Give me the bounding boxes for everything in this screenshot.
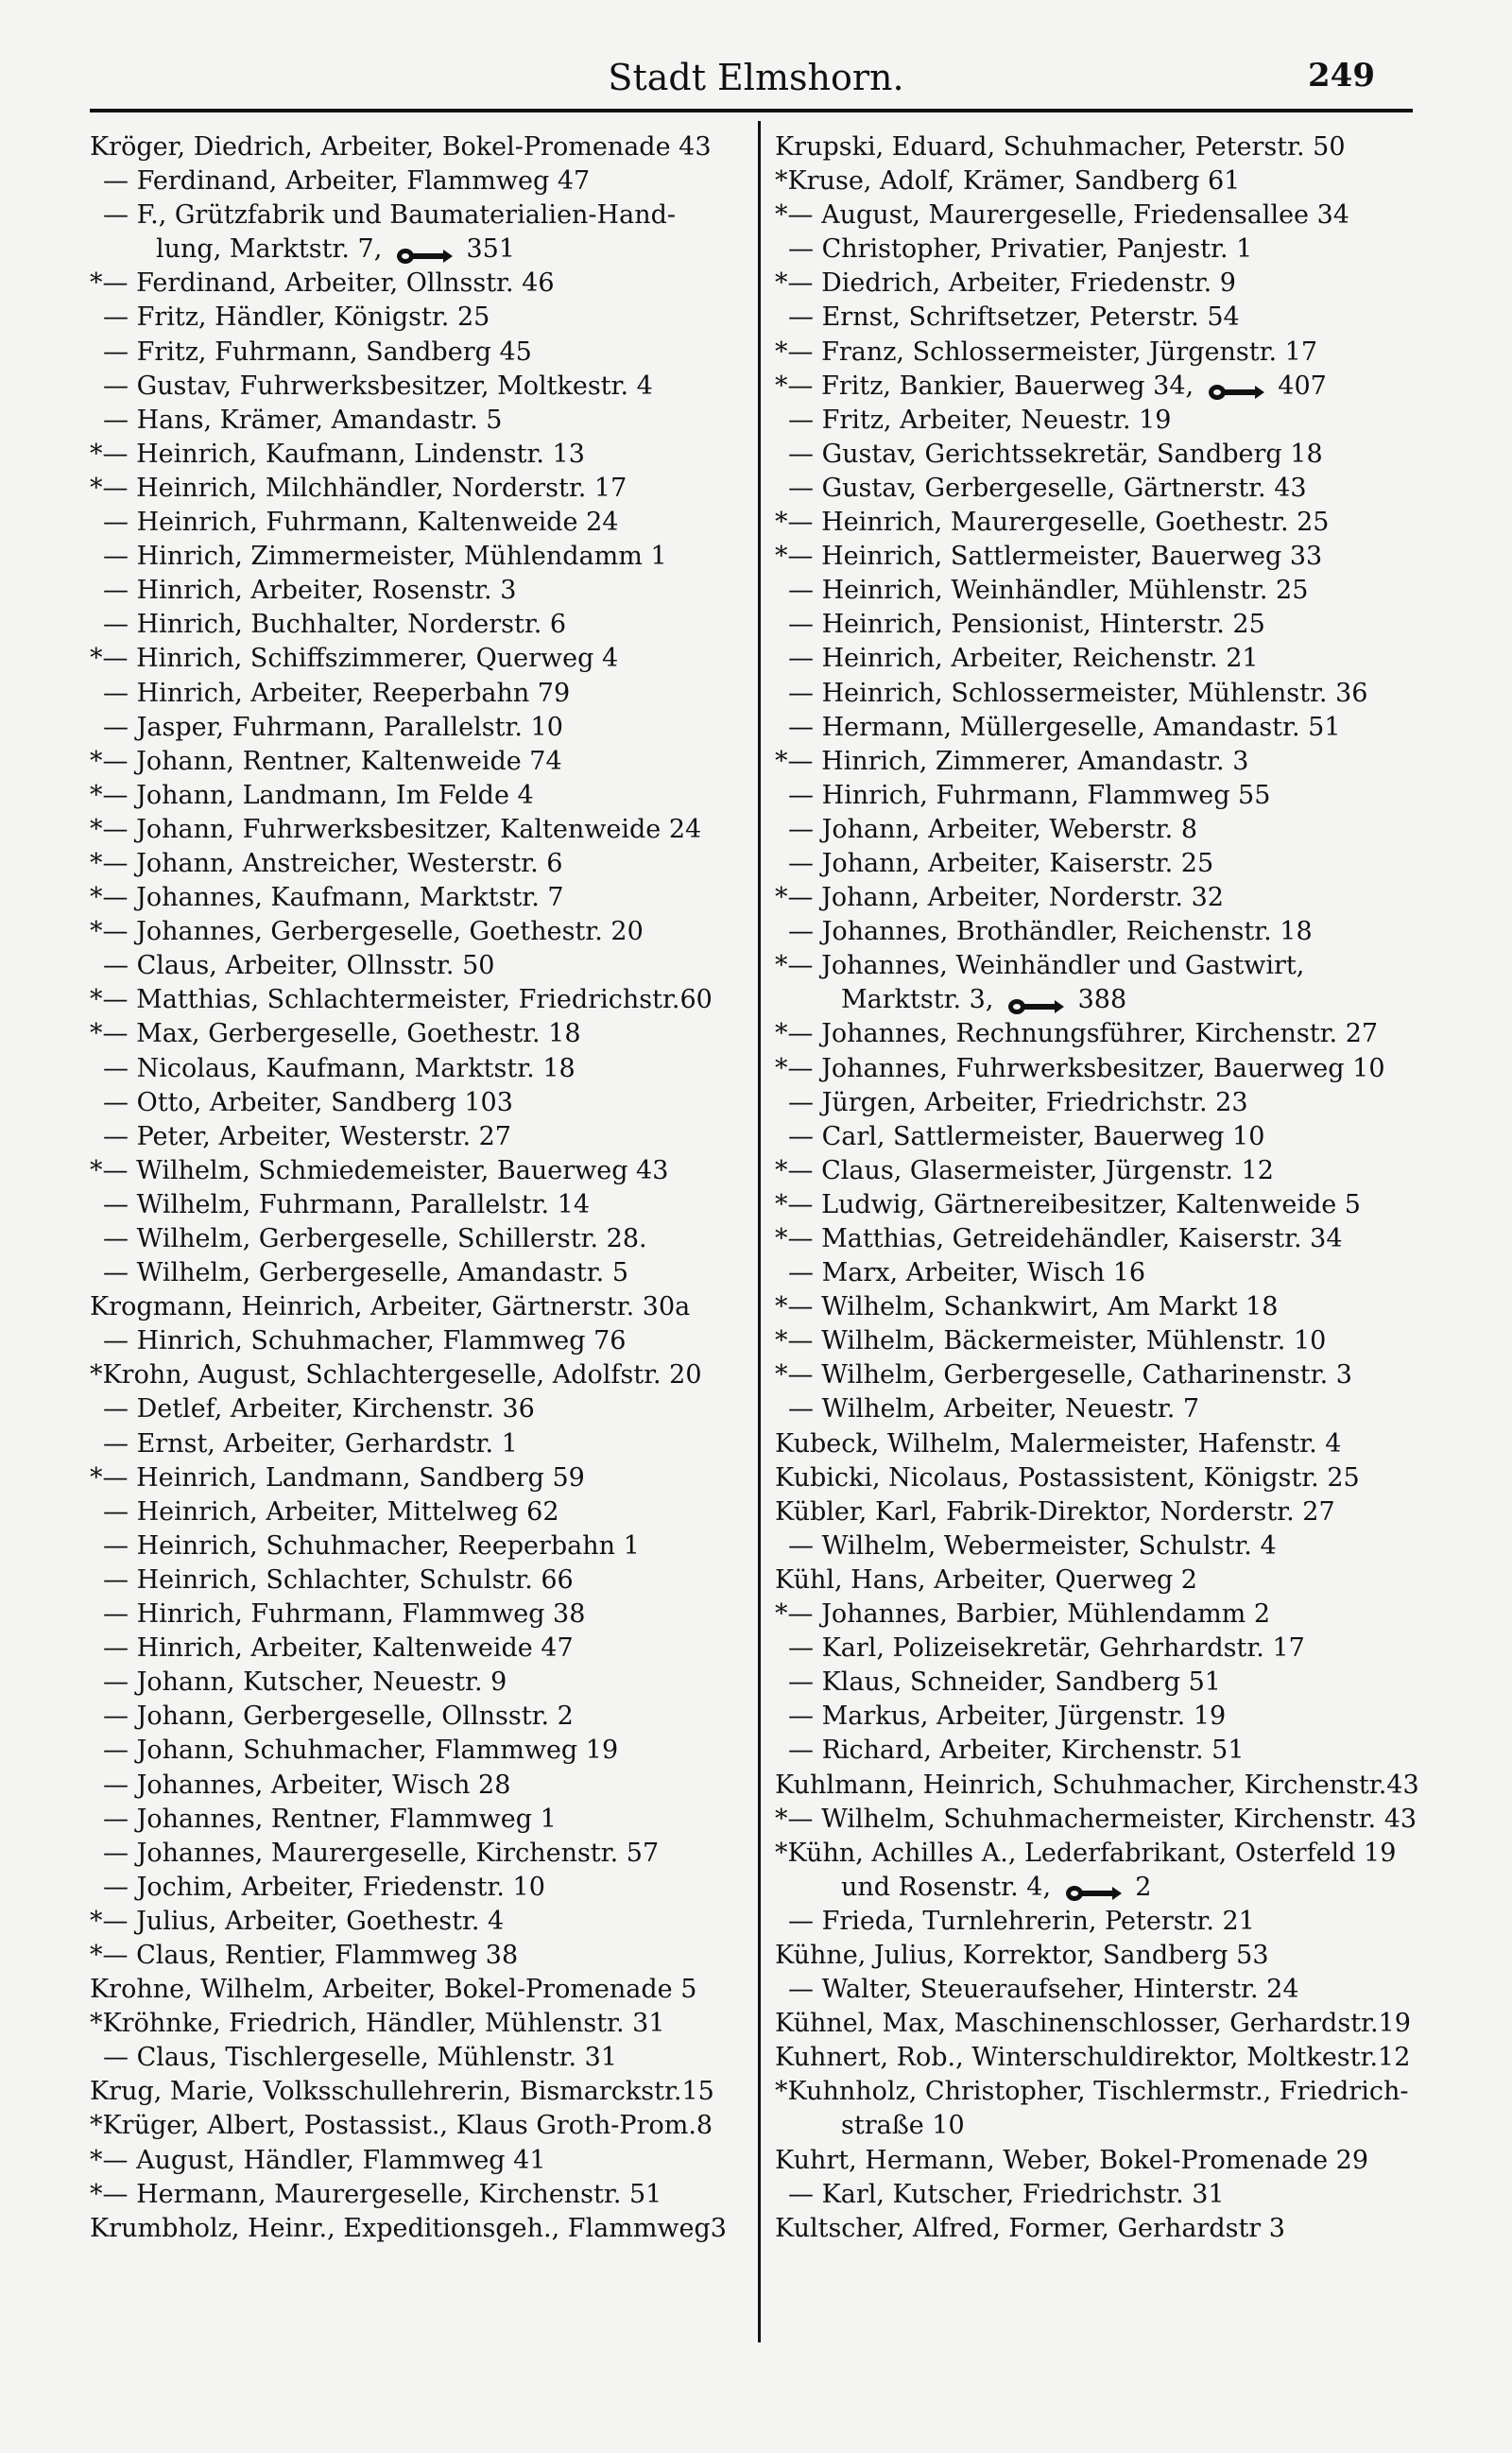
directory-entry: — Johann, Arbeiter, Weberstr. 8 [788, 814, 1198, 844]
directory-entry: und Rosenstr. 4, 2 [841, 1872, 1152, 1902]
directory-entry: *— Johann, Anstreicher, Westerstr. 6 [90, 848, 563, 878]
directory-entry: — Jürgen, Arbeiter, Friedrichstr. 23 [788, 1087, 1248, 1117]
directory-entry: — Hinrich, Fuhrmann, Flammweg 55 [788, 780, 1271, 810]
directory-entry: — Heinrich, Schlachter, Schulstr. 66 [103, 1564, 574, 1595]
directory-entry: — Christopher, Privatier, Panjestr. 1 [788, 234, 1253, 265]
directory-entry: Kultscher, Alfred, Former, Gerhardstr 3 [775, 2213, 1285, 2243]
directory-entry: — Johann, Arbeiter, Kaiserstr. 25 [788, 848, 1214, 878]
directory-entry: *— Wilhelm, Schankwirt, Am Markt 18 [775, 1292, 1279, 1322]
directory-entry: *— Claus, Glasermeister, Jürgenstr. 12 [775, 1155, 1274, 1185]
directory-entry: *— Heinrich, Landmann, Sandberg 59 [90, 1462, 585, 1493]
column-divider [758, 121, 761, 2342]
directory-entry: *— Wilhelm, Gerbergeselle, Catharinenstr. 3 [775, 1360, 1352, 1391]
directory-entry: *— Johannes, Barbier, Mühlendamm 2 [775, 1599, 1271, 1630]
directory-entry: — Markus, Arbeiter, Jürgenstr. 19 [788, 1702, 1227, 1732]
directory-entry: *— Heinrich, Maurergeselle, Goethestr. 25 [775, 508, 1330, 538]
directory-entry: *— Franz, Schlossermeister, Jürgenstr. 17 [775, 337, 1318, 367]
directory-entry: *— Ludwig, Gärtnereibesitzer, Kaltenweide 5 [775, 1189, 1361, 1219]
directory-entry: — Carl, Sattlermeister, Bauerweg 10 [788, 1121, 1265, 1151]
directory-entry: — Hinrich, Schuhmacher, Flammweg 76 [103, 1326, 627, 1356]
directory-entry: Krug, Marie, Volksschullehrerin, Bismarckstr.15 [90, 2077, 714, 2107]
telephone-key-icon [1208, 377, 1264, 396]
directory-entry: *— Johann, Rentner, Kaltenweide 74 [90, 746, 562, 776]
directory-entry: *Kröhnke, Friedrich, Händler, Mühlenstr. 31 [90, 2009, 665, 2039]
directory-entry: — Claus, Tischlergeselle, Mühlenstr. 31 [103, 2043, 618, 2073]
directory-entry: — Hinrich, Arbeiter, Reeperbahn 79 [103, 678, 571, 708]
directory-entry: — Heinrich, Pensionist, Hinterstr. 25 [788, 610, 1265, 640]
directory-entry: *— August, Händler, Flammweg 41 [90, 2145, 546, 2175]
directory-entry: *— Wilhelm, Bäckermeister, Mühlenstr. 10 [775, 1326, 1327, 1356]
directory-entry: — Hans, Krämer, Amandastr. 5 [103, 405, 503, 435]
directory-entry: *— Matthias, Getreidehändler, Kaiserstr. 34 [775, 1224, 1343, 1253]
telephone-key-icon [1065, 1878, 1122, 1897]
directory-entry: *— Johannes, Gerbergeselle, Goethestr. 20 [90, 917, 644, 947]
directory-entry: Kübler, Karl, Fabrik-Direktor, Norderstr. 27 [775, 1496, 1335, 1527]
directory-entry: — Marx, Arbeiter, Wisch 16 [788, 1258, 1146, 1288]
directory-entry: *— Heinrich, Kaufmann, Lindenstr. 13 [90, 439, 585, 469]
directory-entry: — Gustav, Fuhrwerksbesitzer, Moltkestr. 4 [103, 371, 653, 401]
right-column [775, 130, 1436, 2246]
directory-entry: Kröger, Diedrich, Arbeiter, Bokel-Promenade 43 [90, 132, 712, 162]
directory-entry: Kuhrt, Hermann, Weber, Bokel-Promenade 29 [775, 2145, 1369, 2175]
directory-entry: — Fritz, Fuhrmann, Sandberg 45 [103, 337, 532, 367]
directory-entry: *— Wilhelm, Schuhmachermeister, Kirchenstr. 43 [775, 1804, 1418, 1834]
directory-entry: *Kühn, Achilles A., Lederfabrikant, Osterfeld 19 [775, 1838, 1397, 1868]
directory-entry: — Ferdinand, Arbeiter, Flammweg 47 [103, 166, 591, 197]
directory-entry: *— Diedrich, Arbeiter, Friedenstr. 9 [775, 268, 1236, 299]
directory-entry: Krupski, Eduard, Schuhmacher, Peterstr. 50 [775, 132, 1346, 162]
directory-entry: *— Johannes, Rechnungsführer, Kirchenstr. 27 [775, 1019, 1379, 1049]
directory-entry: *— Johannes, Kaufmann, Marktstr. 7 [90, 883, 564, 913]
directory-entry: *— Johannes, Fuhrwerksbesitzer, Bauerweg 10 [775, 1053, 1385, 1083]
header-rule [90, 109, 1413, 112]
directory-entry: — Wilhelm, Fuhrmann, Parallelstr. 14 [103, 1189, 591, 1219]
directory-entry: — Otto, Arbeiter, Sandberg 103 [103, 1087, 513, 1117]
directory-entry: *— Hinrich, Schiffszimmerer, Querweg 4 [90, 644, 619, 674]
directory-entry: *— Matthias, Schlachtermeister, Friedrichstr.60 [90, 985, 713, 1015]
directory-entry: Krohne, Wilhelm, Arbeiter, Bokel-Promenade 5 [90, 1975, 697, 2005]
directory-entry: *— Johannes, Weinhändler und Gastwirt, [775, 951, 1305, 981]
directory-entry: — Richard, Arbeiter, Kirchenstr. 51 [788, 1736, 1245, 1766]
directory-entry: *— Wilhelm, Schmiedemeister, Bauerweg 43 [90, 1155, 669, 1185]
directory-entry: — Wilhelm, Gerbergeselle, Amandastr. 5 [103, 1258, 628, 1288]
directory-entry: Kühne, Julius, Korrektor, Sandberg 53 [775, 1940, 1269, 1970]
directory-entry: — Ernst, Schriftsetzer, Peterstr. 54 [788, 302, 1240, 333]
directory-entry: — Karl, Polizeisekretär, Gehrhardstr. 17 [788, 1633, 1305, 1664]
directory-entry: — Wilhelm, Gerbergeselle, Schillerstr. 28. [103, 1224, 647, 1253]
directory-entry: — Johannes, Maurergeselle, Kirchenstr. 57 [103, 1838, 660, 1868]
directory-entry: — Hinrich, Fuhrmann, Flammweg 38 [103, 1599, 586, 1630]
directory-entry: *— Hermann, Maurergeselle, Kirchenstr. 51 [90, 2179, 662, 2209]
directory-entry: — Gustav, Gerichtssekretär, Sandberg 18 [788, 439, 1323, 469]
directory-entry: — Peter, Arbeiter, Westerstr. 27 [103, 1121, 511, 1151]
directory-entry: — Wilhelm, Webermeister, Schulstr. 4 [788, 1530, 1277, 1561]
directory-entry: *Kruse, Adolf, Krämer, Sandberg 61 [775, 166, 1241, 197]
directory-entry: — Jasper, Fuhrmann, Parallelstr. 10 [103, 712, 563, 742]
directory-entry: *— Heinrich, Sattlermeister, Bauerweg 33 [775, 542, 1323, 572]
directory-entry: *— Claus, Rentier, Flammweg 38 [90, 1940, 519, 1970]
directory-entry: *Krüger, Albert, Postassist., Klaus Groth-Prom.8 [90, 2111, 713, 2141]
directory-entry: Kubeck, Wilhelm, Malermeister, Hafenstr. 4 [775, 1428, 1342, 1459]
directory-entry: *Krohn, August, Schlachtergeselle, Adolfstr. 20 [90, 1360, 702, 1391]
directory-entry: — Fritz, Arbeiter, Neuestr. 19 [788, 405, 1172, 435]
directory-entry: — Claus, Arbeiter, Ollnsstr. 50 [103, 951, 495, 981]
directory-entry: — Gustav, Gerbergeselle, Gärtnerstr. 43 [788, 473, 1307, 503]
telephone-key-icon [396, 241, 453, 260]
directory-entry: Kühnel, Max, Maschinenschlosser, Gerhardstr.19 [775, 2009, 1411, 2039]
directory-entry: — Detlef, Arbeiter, Kirchenstr. 36 [103, 1394, 535, 1425]
directory-entry: *— Julius, Arbeiter, Goethestr. 4 [90, 1906, 505, 1936]
left-column [90, 130, 751, 2246]
directory-entry: — Walter, Steueraufseher, Hinterstr. 24 [788, 1975, 1299, 2005]
directory-entry: *Kuhnholz, Christopher, Tischlermstr., Friedrich- [775, 2077, 1409, 2107]
directory-entry: — Johann, Gerbergeselle, Ollnsstr. 2 [103, 1702, 574, 1732]
page-title: Stadt Elmshorn. [608, 57, 904, 98]
directory-entry: straße 10 [841, 2111, 965, 2141]
directory-entry: *— Max, Gerbergeselle, Goethestr. 18 [90, 1019, 581, 1049]
directory-entry: Krumbholz, Heinr., Expeditionsgeh., Flammweg3 [90, 2213, 727, 2243]
directory-entry: — Hermann, Müllergeselle, Amandastr. 51 [788, 712, 1341, 742]
directory-entry: — Frieda, Turnlehrerin, Peterstr. 21 [788, 1906, 1255, 1936]
directory-entry: *— August, Maurergeselle, Friedensallee 34 [775, 200, 1349, 231]
directory-entry: — Klaus, Schneider, Sandberg 51 [788, 1667, 1221, 1698]
directory-entry: *— Johann, Arbeiter, Norderstr. 32 [775, 883, 1224, 913]
directory-entry: — Jochim, Arbeiter, Friedenstr. 10 [103, 1872, 545, 1902]
directory-entry: — Heinrich, Fuhrmann, Kaltenweide 24 [103, 508, 619, 538]
directory-entry: — Hinrich, Buchhalter, Norderstr. 6 [103, 610, 567, 640]
directory-entry: — Heinrich, Arbeiter, Mittelweg 62 [103, 1496, 559, 1527]
directory-entry: — Fritz, Händler, Königstr. 25 [103, 302, 490, 333]
directory-entry: — Hinrich, Arbeiter, Kaltenweide 47 [103, 1633, 574, 1664]
directory-entry: *— Fritz, Bankier, Bauerweg 34, 407 [775, 371, 1327, 401]
directory-entry: — Nicolaus, Kaufmann, Marktstr. 18 [103, 1053, 576, 1083]
directory-entry: — F., Grützfabrik und Baumaterialien-Hand- [103, 200, 676, 231]
directory-entry: — Johannes, Arbeiter, Wisch 28 [103, 1770, 511, 1800]
directory-entry: — Hinrich, Arbeiter, Rosenstr. 3 [103, 576, 517, 606]
directory-entry: — Karl, Kutscher, Friedrichstr. 31 [788, 2179, 1225, 2209]
directory-entry: — Wilhelm, Arbeiter, Neuestr. 7 [788, 1394, 1200, 1425]
directory-entry: *— Johann, Fuhrwerksbesitzer, Kaltenweide 24 [90, 814, 702, 844]
page-number: 249 [1308, 57, 1375, 95]
directory-entry: lung, Marktstr. 7, 351 [156, 234, 516, 265]
directory-entry: — Johannes, Brothändler, Reichenstr. 18 [788, 917, 1313, 947]
directory-entry: Kuhlmann, Heinrich, Schuhmacher, Kirchenstr.43 [775, 1770, 1419, 1800]
directory-entry: Kühl, Hans, Arbeiter, Querweg 2 [775, 1564, 1197, 1595]
directory-entry: — Ernst, Arbeiter, Gerhardstr. 1 [103, 1428, 518, 1459]
directory-entry: *— Heinrich, Milchhändler, Norderstr. 17 [90, 473, 627, 503]
directory-entry: — Johann, Kutscher, Neuestr. 9 [103, 1667, 507, 1698]
directory-entry: Kubicki, Nicolaus, Postassistent, Königstr. 25 [775, 1462, 1360, 1493]
directory-entry: — Heinrich, Schlossermeister, Mühlenstr. 36 [788, 678, 1368, 708]
directory-entry: — Johann, Schuhmacher, Flammweg 19 [103, 1736, 619, 1766]
directory-entry: Krogmann, Heinrich, Arbeiter, Gärtnerstr. 30a [90, 1292, 691, 1322]
directory-entry: *— Ferdinand, Arbeiter, Ollnsstr. 46 [90, 268, 555, 299]
page-header [0, 57, 1512, 113]
telephone-key-icon [1007, 992, 1064, 1011]
directory-entry: Marktstr. 3, 388 [841, 985, 1127, 1015]
directory-entry: *— Hinrich, Zimmerer, Amandastr. 3 [775, 746, 1249, 776]
directory-entry: — Johannes, Rentner, Flammweg 1 [103, 1804, 557, 1834]
directory-entry: — Heinrich, Schuhmacher, Reeperbahn 1 [103, 1530, 640, 1561]
directory-entry: *— Johann, Landmann, Im Felde 4 [90, 780, 534, 810]
directory-entry: — Heinrich, Weinhändler, Mühlenstr. 25 [788, 576, 1309, 606]
directory-entry: — Heinrich, Arbeiter, Reichenstr. 21 [788, 644, 1259, 674]
directory-entry: Kuhnert, Rob., Winterschuldirektor, Moltkestr.12 [775, 2043, 1411, 2073]
directory-entry: — Hinrich, Zimmermeister, Mühlendamm 1 [103, 542, 667, 572]
